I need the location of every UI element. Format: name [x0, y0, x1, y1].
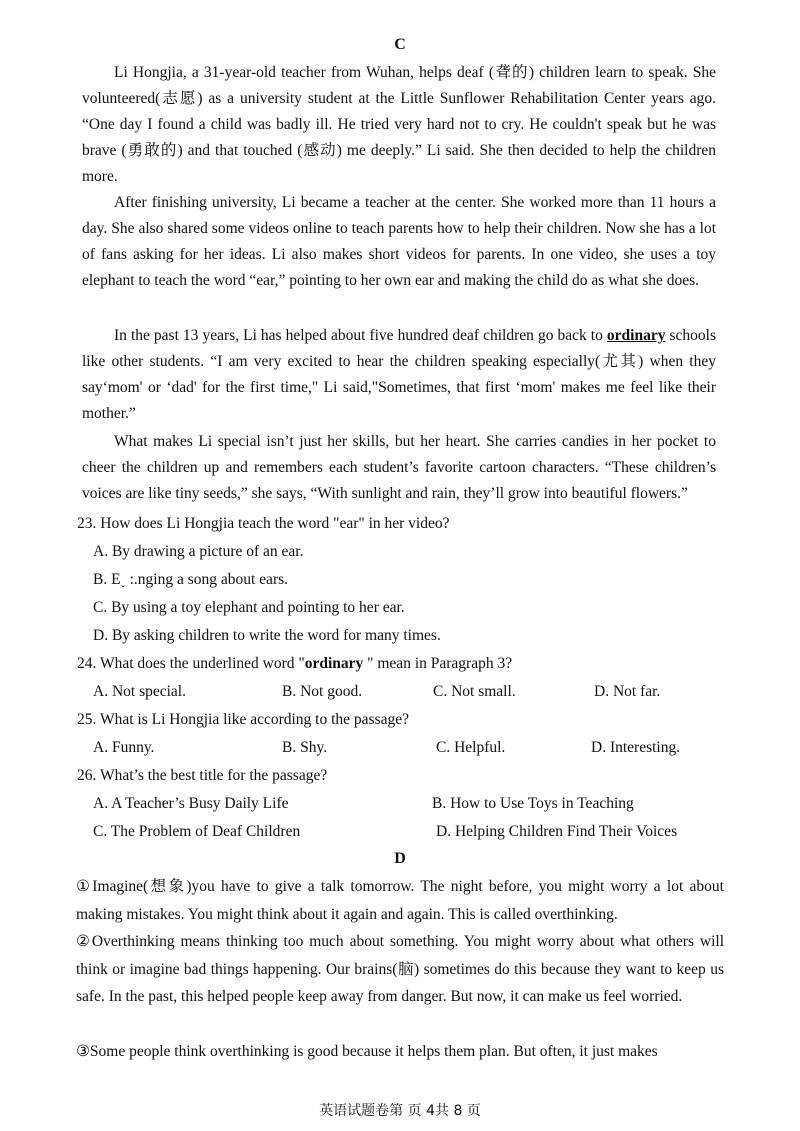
q25-option-b: B. Shy. — [282, 739, 328, 756]
q23-option-c: C. By using a toy elephant and pointing to her ear. — [93, 599, 405, 616]
q24-option-d: D. Not far. — [594, 683, 661, 700]
q26-option-c: C. The Problem of Deaf Children — [93, 823, 301, 840]
question-23: 23. How does Li Hongjia teach the word "ear" in her video? — [77, 515, 450, 532]
passage-c-paragraph-4: What makes Li special isn’t just her skills, but her heart. She carries candies in her pocket to cheer the children up and remembers each student’s favorite cartoon characters. “These children’s voices are like tiny seeds,” she says, “With sunlight and rain, they’ll grow into beautiful flowers.” — [82, 433, 716, 502]
passage-d-paragraph-2: ②Overthinking means thinking too much about something. You might worry about what others will think or imagine bad things happening. Our brains(脑) sometimes do this because they want to keep us safe. In the past, this helped people keep away from danger. But now, it can make us feel worried. — [76, 933, 724, 1005]
section-c-title: C — [394, 36, 406, 53]
q26-option-d: D. Helping Children Find Their Voices — [436, 823, 678, 840]
q24-option-b: B. Not good. — [282, 683, 363, 700]
q23-option-a: A. By drawing a picture of an ear. — [93, 543, 304, 560]
passage-c-paragraph-3 — [82, 323, 716, 427]
q24-text-after: " mean in Paragraph 3? — [363, 655, 513, 672]
underlined-word-ordinary: ordinary — [606, 327, 666, 344]
q25-option-d: D. Interesting. — [591, 739, 681, 756]
passage-c-paragraph-1: Li Hongjia, a 31-year-old teacher from Wuhan, helps deaf (聋的) children learn to speak. She volunteered(志愿) as a university student at the Little Sunflower Rehabilitation Center years ago. “One day I found a child was badly ill. He tried very hard not to cry. He couldn't speak but he was brave (勇敢的) and that touched (感动) me deeply.” Li said. She then decided to help the children more. — [82, 64, 716, 185]
q24-word: ordinary — [304, 655, 364, 672]
section-d-title: D — [394, 850, 406, 867]
passage-d-paragraph-3: ③Some people think overthinking is good because it helps them plan. But often, it just makes — [76, 1043, 658, 1060]
q26-option-b: B. How to Use Toys in Teaching — [432, 795, 634, 812]
q23-option-d: D. By asking children to write the word for many times. — [93, 627, 441, 644]
page-footer: 英语试题卷第 页 4共 8 页 — [319, 1103, 481, 1119]
p3-text-before: In the past 13 years, Li has helped about five hundred deaf children go back to — [114, 327, 607, 344]
q24-text-before: 24. What does the underlined word " — [77, 655, 305, 672]
q25-option-c: C. Helpful. — [436, 739, 506, 756]
q24-option-a: A. Not special. — [93, 683, 186, 700]
question-25: 25. What is Li Hongjia like according to the passage? — [77, 711, 410, 728]
p3-text-after: schools like other students. “I am very excited to hear the children speaking especially(尤其) when they say‘mom' or ‘dad' for the first time," Li said,"Sometimes, that first ‘mom' makes me feel like their mother.” — [82, 327, 716, 422]
passage-d-paragraph-1: ①Imagine(想象)you have to give a talk tomorrow. The night before, you might worry a lot about making mistakes. You might think about it again and again. This is called overthinking. — [76, 878, 724, 923]
q23-option-b: B. E˯ :.nging a song about ears. — [93, 571, 289, 588]
passage-c-paragraph-2: After finishing university, Li became a teacher at the center. She worked more than 11 hours a day. She also shared some videos online to teach parents how to help their children. Now she has a lot of fans asking for her ideas. Li also makes short videos for parents. In one video, she uses a toy elephant to teach the word “ear,” pointing to her own ear and making the child do as what she does. — [82, 194, 716, 289]
q25-option-a: A. Funny. — [93, 739, 155, 756]
question-24 — [77, 654, 512, 674]
q24-option-c: C. Not small. — [433, 683, 516, 700]
q26-option-a: A. A Teacher’s Busy Daily Life — [93, 795, 289, 812]
question-26: 26. What’s the best title for the passage? — [77, 767, 328, 784]
